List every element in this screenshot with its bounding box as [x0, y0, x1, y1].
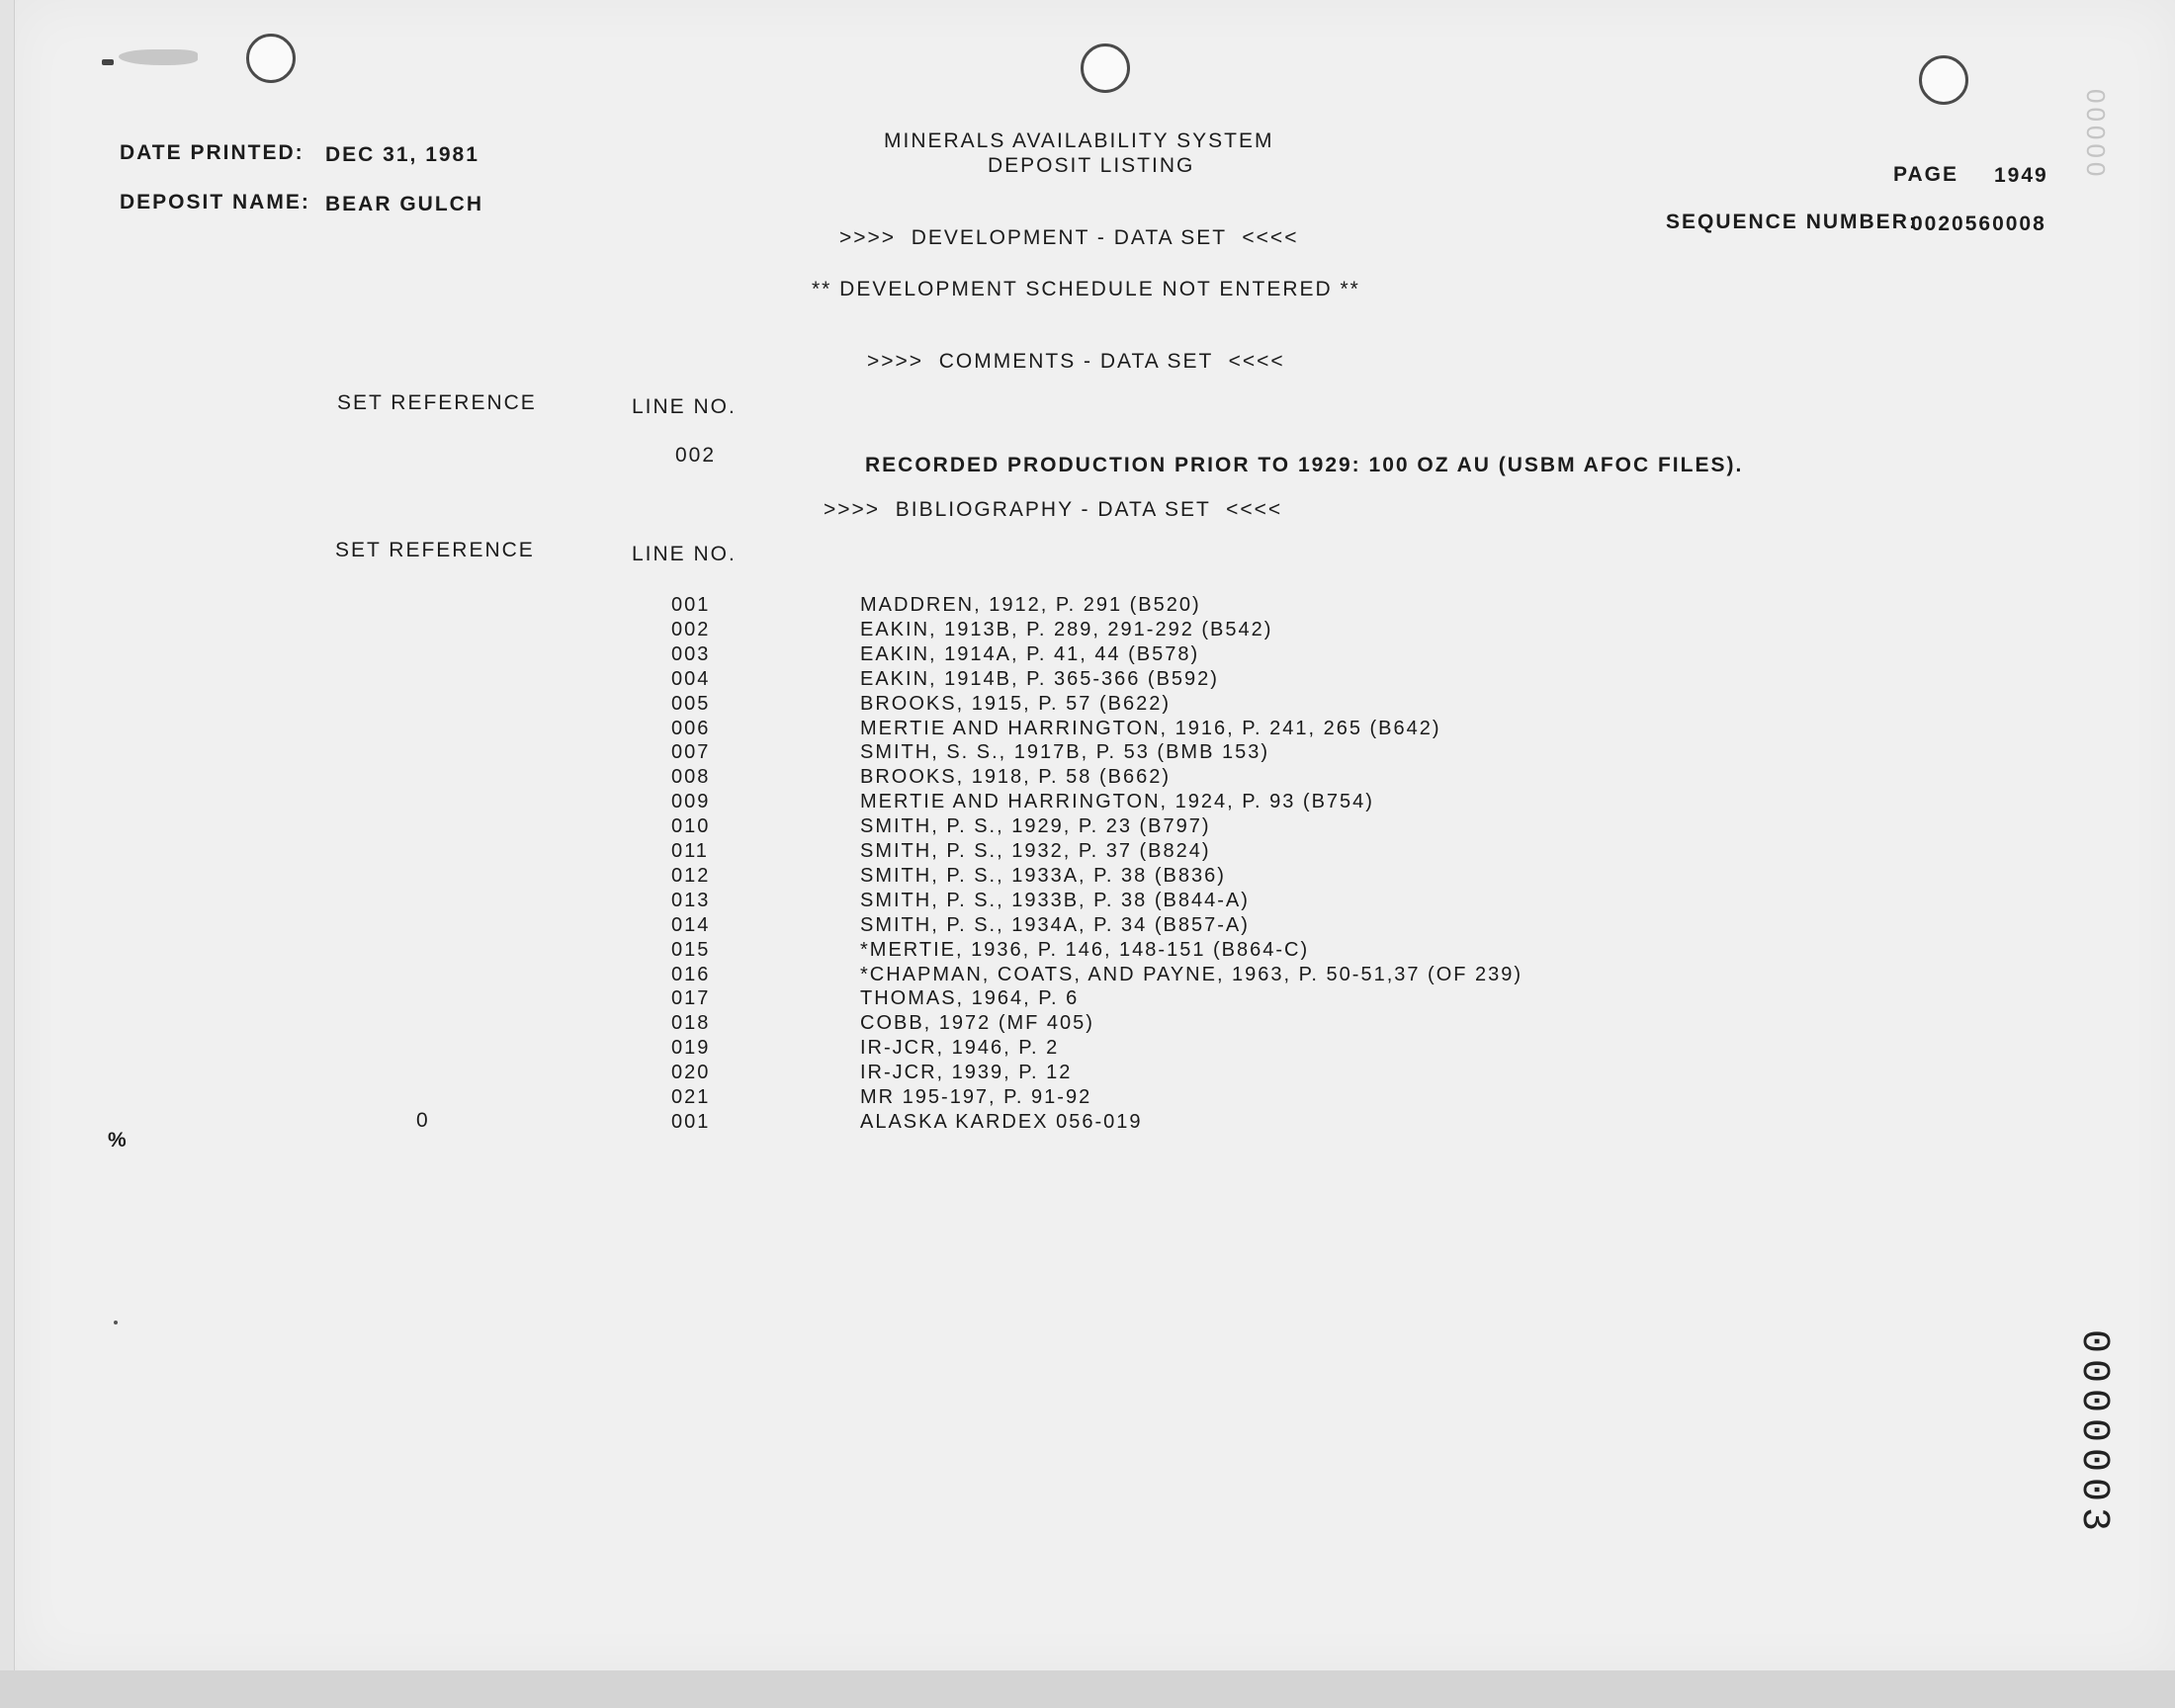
bibliography-line-no: 013 [671, 889, 711, 911]
punch-mark [102, 59, 114, 65]
bibliography-citation: BROOKS, 1918, P. 58 (B662) [860, 766, 1172, 789]
bibliography-citation: BROOKS, 1915, P. 57 (B622) [860, 692, 1172, 715]
system-title: MINERALS AVAILABILITY SYSTEM [884, 129, 1274, 152]
bibliography-citation: THOMAS, 1964, P. 6 [860, 987, 1080, 1010]
bleed-through-stamp: 00000 [2081, 89, 2111, 181]
bibliography-citation: ALASKA KARDEX 056-019 [860, 1110, 1143, 1133]
bibliography-line-no: 006 [671, 717, 711, 739]
deposit-name-value: BEAR GULCH [325, 193, 483, 215]
bibliography-line-no: 017 [671, 987, 711, 1010]
bibliography-citation: SMITH, P. S., 1933A, P. 38 (B836) [860, 864, 1226, 887]
page-label: PAGE [1893, 163, 1958, 186]
bibliography-col-line-no: LINE NO. [632, 543, 737, 565]
binder-hole-left [246, 34, 296, 83]
bibliography-citation: SMITH, S. S., 1917B, P. 53 (BMB 153) [860, 741, 1270, 764]
bibliography-citation: EAKIN, 1913B, P. 289, 291-292 (B542) [860, 618, 1273, 640]
bibliography-line-no: 021 [671, 1086, 711, 1108]
bibliography-line-no: 007 [671, 741, 711, 764]
bibliography-line-no: 014 [671, 913, 711, 936]
bibliography-line-no: 011 [671, 840, 709, 862]
bibliography-citation: IR-JCR, 1939, P. 12 [860, 1062, 1073, 1084]
bibliography-line-no: 015 [671, 938, 711, 961]
bibliography-citation: EAKIN, 1914A, P. 41, 44 (B578) [860, 642, 1200, 665]
comments-heading: >>>> COMMENTS - DATA SET <<<< [867, 350, 1285, 373]
comments-text: RECORDED PRODUCTION PRIOR TO 1929: 100 OZ AU (USBM AFOC FILES). [865, 454, 1744, 476]
bibliography-line-no: 020 [671, 1062, 711, 1084]
bibliography-line-no: 005 [671, 692, 711, 715]
date-printed-label: DATE PRINTED: [120, 141, 304, 164]
bibliography-line-no: 002 [671, 618, 711, 640]
side-stamp-number: 0000003 [2071, 1329, 2116, 1538]
document-page [14, 0, 2175, 1670]
bibliography-heading: >>>> BIBLIOGRAPHY - DATA SET <<<< [824, 498, 1283, 521]
deposit-name-label: DEPOSIT NAME: [120, 191, 310, 214]
date-printed-value: DEC 31, 1981 [325, 143, 479, 166]
bibliography-line-no: 001 [671, 594, 711, 616]
bibliography-citation: *CHAPMAN, COATS, AND PAYNE, 1963, P. 50-51,37 (OF 239) [860, 963, 1523, 985]
bibliography-citation: SMITH, P. S., 1933B, P. 38 (B844-A) [860, 889, 1250, 911]
bibliography-citation: MADDREN, 1912, P. 291 (B520) [860, 594, 1201, 616]
bibliography-line-no: 012 [671, 864, 711, 887]
comments-col-line-no: LINE NO. [632, 395, 737, 418]
last-set-reference: 0 [416, 1109, 430, 1132]
bibliography-line-no: 008 [671, 766, 711, 789]
comments-line-no: 002 [675, 444, 717, 467]
development-heading: >>>> DEVELOPMENT - DATA SET <<<< [839, 226, 1299, 249]
binder-hole-right [1919, 55, 1968, 105]
bibliography-citation: MERTIE AND HARRINGTON, 1916, P. 241, 265 (B642) [860, 717, 1441, 739]
bibliography-line-no: 004 [671, 667, 711, 690]
bibliography-col-set-reference: SET REFERENCE [335, 539, 535, 561]
development-note: ** DEVELOPMENT SCHEDULE NOT ENTERED ** [812, 278, 1360, 300]
bibliography-citation: *MERTIE, 1936, P. 146, 148-151 (B864-C) [860, 938, 1310, 961]
comments-col-set-reference: SET REFERENCE [337, 391, 537, 414]
bibliography-citation: SMITH, P. S., 1932, P. 37 (B824) [860, 840, 1211, 862]
bibliography-line-no: 009 [671, 791, 711, 813]
binder-hole-center [1081, 43, 1130, 93]
sequence-number-value: 0020560008 [1911, 213, 2046, 235]
bibliography-citation: IR-JCR, 1946, P. 2 [860, 1037, 1060, 1060]
listing-title: DEPOSIT LISTING [988, 154, 1195, 177]
bibliography-line-no: 003 [671, 642, 711, 665]
margin-percent-mark: % [108, 1129, 129, 1152]
smudge-mark [119, 49, 198, 65]
bibliography-citation: EAKIN, 1914B, P. 365-366 (B592) [860, 667, 1219, 690]
bibliography-citation: SMITH, P. S., 1929, P. 23 (B797) [860, 815, 1211, 838]
sequence-number-label: SEQUENCE NUMBER: [1666, 211, 1918, 233]
bibliography-line-no: 018 [671, 1012, 711, 1035]
bibliography-line-no: 010 [671, 815, 711, 838]
bibliography-citation: MERTIE AND HARRINGTON, 1924, P. 93 (B754) [860, 791, 1374, 813]
bibliography-line-no: 001 [671, 1110, 711, 1133]
bibliography-citation: SMITH, P. S., 1934A, P. 34 (B857-A) [860, 913, 1250, 936]
page-number: 1949 [1994, 164, 2048, 187]
speck-mark [114, 1321, 118, 1324]
bibliography-citation: MR 195-197, P. 91-92 [860, 1086, 1092, 1108]
bibliography-line-no: 016 [671, 963, 711, 985]
bibliography-line-no: 019 [671, 1037, 711, 1060]
scan-edge [0, 1670, 2175, 1708]
bibliography-citation: COBB, 1972 (MF 405) [860, 1012, 1094, 1035]
